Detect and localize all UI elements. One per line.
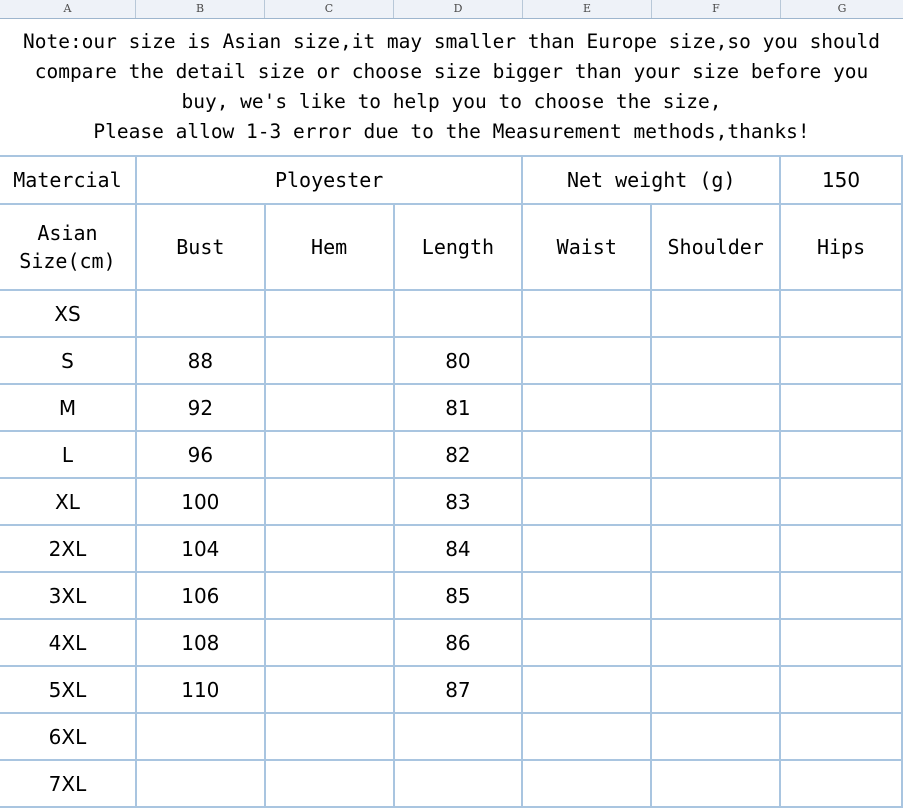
shoulder-cell[interactable] [651,666,780,713]
hips-cell[interactable] [780,478,902,525]
bust-cell[interactable]: 110 [136,666,265,713]
shoulder-cell[interactable] [651,478,780,525]
hem-cell[interactable] [265,666,394,713]
hips-header[interactable]: Hips [780,204,902,290]
length-cell[interactable]: 83 [394,478,523,525]
size-cell[interactable]: M [0,384,136,431]
size-header-line-1: Asian [37,221,98,245]
size-cell[interactable]: XS [0,290,136,337]
waist-header[interactable]: Waist [522,204,651,290]
hips-cell[interactable] [780,337,902,384]
table-row [0,384,902,431]
waist-cell[interactable] [522,619,651,666]
hips-cell[interactable] [780,713,902,760]
table-row [0,525,902,572]
material-value[interactable]: Ployester [136,157,522,204]
size-cell[interactable]: 4XL [0,619,136,666]
length-cell[interactable] [394,713,523,760]
bust-cell[interactable]: 106 [136,572,265,619]
note-line-3: buy, we's like to help you to choose the size, [181,90,722,113]
length-cell[interactable]: 86 [394,619,523,666]
net-weight-value[interactable]: 150 [780,157,902,204]
bust-cell[interactable]: 100 [136,478,265,525]
hem-cell[interactable] [265,713,394,760]
column-header-b[interactable]: B [136,0,265,18]
waist-cell[interactable] [522,713,651,760]
size-cell[interactable]: L [0,431,136,478]
bust-cell[interactable] [136,713,265,760]
hips-cell[interactable] [780,525,902,572]
material-label[interactable]: Matercial [0,157,136,204]
waist-cell[interactable] [522,478,651,525]
length-header[interactable]: Length [394,204,523,290]
length-cell[interactable] [394,290,523,337]
bust-cell[interactable]: 92 [136,384,265,431]
length-cell[interactable] [394,760,523,807]
size-header[interactable] [0,204,136,290]
bust-cell[interactable]: 104 [136,525,265,572]
hem-cell[interactable] [265,478,394,525]
hips-cell[interactable] [780,572,902,619]
bust-cell[interactable] [136,760,265,807]
bust-header[interactable]: Bust [136,204,265,290]
hem-header[interactable]: Hem [265,204,394,290]
size-header-line-2: Size(cm) [19,249,116,273]
waist-cell[interactable] [522,525,651,572]
shoulder-cell[interactable] [651,384,780,431]
shoulder-cell[interactable] [651,431,780,478]
table-row [0,572,902,619]
size-cell[interactable]: 7XL [0,760,136,807]
net-weight-label[interactable]: Net weight (g) [522,157,780,204]
size-chart-table [0,157,903,808]
table-row [0,713,902,760]
hips-cell[interactable] [780,384,902,431]
shoulder-cell[interactable] [651,290,780,337]
size-cell[interactable]: XL [0,478,136,525]
column-headers [0,0,903,19]
size-note [0,19,903,157]
info-row [0,157,902,204]
size-cell[interactable]: 6XL [0,713,136,760]
size-cell[interactable]: S [0,337,136,384]
waist-cell[interactable] [522,431,651,478]
hips-cell[interactable] [780,290,902,337]
waist-cell[interactable] [522,384,651,431]
length-cell[interactable]: 82 [394,431,523,478]
note-line-4: Please allow 1-3 error due to the Measurement methods,thanks! [93,120,810,143]
note-line-2: compare the detail size or choose size bigger than your size before you [34,60,869,83]
table-row [0,619,902,666]
column-header-f[interactable]: F [652,0,781,18]
shoulder-cell[interactable] [651,619,780,666]
table-row [0,478,902,525]
size-cell[interactable]: 2XL [0,525,136,572]
shoulder-cell[interactable] [651,525,780,572]
hem-cell[interactable] [265,384,394,431]
hips-cell[interactable] [780,431,902,478]
column-header-a[interactable]: A [0,0,136,18]
table-row [0,431,902,478]
table-row [0,666,902,713]
column-header-d[interactable]: D [394,0,523,18]
hem-cell[interactable] [265,572,394,619]
bust-cell[interactable] [136,290,265,337]
waist-cell[interactable] [522,760,651,807]
waist-cell[interactable] [522,666,651,713]
hips-cell[interactable] [780,666,902,713]
hem-cell[interactable] [265,431,394,478]
waist-cell[interactable] [522,572,651,619]
size-cell[interactable]: 5XL [0,666,136,713]
length-cell[interactable]: 80 [394,337,523,384]
hem-cell[interactable] [265,760,394,807]
column-header-e[interactable]: E [523,0,652,18]
hem-cell[interactable] [265,337,394,384]
shoulder-cell[interactable] [651,713,780,760]
length-cell[interactable]: 87 [394,666,523,713]
hips-cell[interactable] [780,619,902,666]
table-row [0,337,902,384]
hips-cell[interactable] [780,760,902,807]
length-cell[interactable]: 85 [394,572,523,619]
hem-cell[interactable] [265,525,394,572]
length-cell[interactable]: 81 [394,384,523,431]
shoulder-cell[interactable] [651,337,780,384]
note-line-1: Note:our size is Asian size,it may smaller than Europe size,so you should [22,30,881,53]
length-cell[interactable]: 84 [394,525,523,572]
hem-cell[interactable] [265,290,394,337]
shoulder-cell[interactable] [651,760,780,807]
bust-cell[interactable]: 96 [136,431,265,478]
table-row [0,290,902,337]
shoulder-header[interactable]: Shoulder [651,204,780,290]
shoulder-cell[interactable] [651,572,780,619]
table-row [0,760,902,807]
hem-cell[interactable] [265,619,394,666]
column-header-g[interactable]: G [837,2,847,15]
bust-cell[interactable]: 88 [136,337,265,384]
waist-cell[interactable] [522,290,651,337]
column-header-c[interactable]: C [265,0,394,18]
waist-cell[interactable] [522,337,651,384]
bust-cell[interactable]: 108 [136,619,265,666]
size-cell[interactable]: 3XL [0,572,136,619]
header-row [0,204,902,290]
